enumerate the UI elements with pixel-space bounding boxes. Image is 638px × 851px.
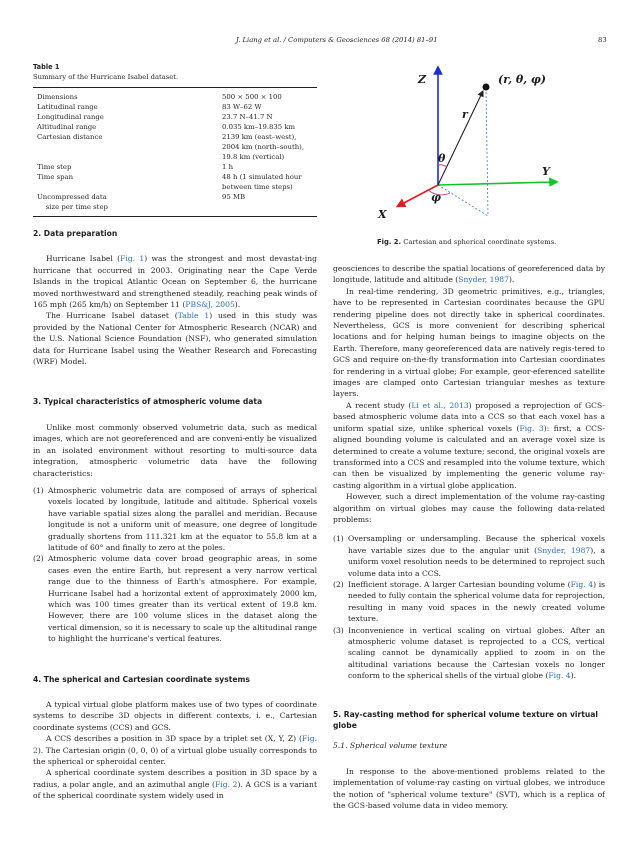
page-number: 83 (598, 36, 607, 44)
citation-link[interactable]: Snyder, 1987 (537, 545, 591, 555)
right-column (333, 263, 605, 811)
list-item (333, 533, 605, 579)
list-item-text: Oversampling or undersampling. Because the spherical voxels have variable sizes due to the angular unit (Snyder, 1987), a uniform voxel resolution needs to be determined to reproject such volume data into a CCS. (348, 534, 606, 578)
running-header (0, 36, 638, 48)
table-cell-key: Dimensions (37, 93, 78, 101)
table-cell-value: 48 h (1 simulated hour (222, 173, 302, 181)
right-paragraph-3: A recent study (Li et al., 2013) proposed a reprojection of GCS-based atmospheric volume data into a CCS so that each voxel has a uniform spatial size, unlike spherical voxels (Fig. 3): first, a CCS-aligned bounding volume is calculated and an average voxel size is determined to create a volume texture; second, the original voxels are transformed into a CCS and resampled into the volume texture, which can then be visualized by implementing the generic volume ray-casting algorithm in a virtual globe application. (333, 400, 606, 490)
table-cell-value: 83 W–62 W (222, 103, 262, 111)
table-cell-value: between time steps) (222, 183, 293, 191)
citation-link[interactable]: Fig. 4 (548, 671, 571, 681)
table-row (33, 192, 317, 202)
table-cell-value: 1 h (222, 163, 234, 171)
theta-label: θ (438, 152, 446, 165)
table-cell-value: 2004 km (north–south), (222, 143, 305, 151)
left-column (33, 228, 317, 802)
theta-arc (438, 165, 447, 167)
right-paragraph-4: However, such a direct implementation of the volume ray-casting algorithm on virtual globes may cause the following data-related problems: (333, 492, 605, 524)
fig3-link[interactable]: Fig. 3 (519, 423, 544, 433)
table-caption: Summary of the Hurricane Isabel dataset. (33, 73, 179, 81)
citation-link[interactable]: Fig. 4 (570, 579, 594, 589)
table-cell-key: Longitudinal range (37, 113, 104, 121)
list-item (33, 485, 317, 553)
sec5-paragraph-1: In response to the above-mentioned problems related to the implementation of volume-ray casting on virtual globes, we introduce the notion of "spherical volume texture" (SVT), which is a replica of the GCS-based volume data in video memory. (333, 766, 605, 811)
list-item-number: (1) (333, 534, 344, 544)
list-item (333, 625, 605, 682)
figure-caption-text: Cartesian and spherical coordinate systems. (401, 238, 557, 246)
y-axis (438, 182, 554, 185)
right-paragraph-1: geosciences to describe the spatial locations of georeferenced data by longitude, latitude and altitude (Snyder, 1987). (333, 264, 605, 285)
table-cell-key: Time step (37, 163, 72, 171)
section-4-heading: 4. The spherical and Cartesian coordinate systems (33, 674, 250, 684)
table-cell-key: Altitudinal range (37, 123, 97, 131)
table-row (33, 152, 317, 162)
table-row (33, 202, 317, 212)
figure-2-coordinate-diagram (370, 58, 570, 228)
z-axis-label: Z (418, 73, 427, 86)
list-item-text: Inconvenience in vertical scaling on virtual globes. After an atmospheric volume dataset is reprojected to a CCS, vertical scaling cannot be dynamically applied to zoom in on the altitudinal variations because the Cartesian voxels no longer conform to the spherical shells of the virtual globe (Fig. 4). (348, 625, 605, 681)
list-item-text: Atmospheric volume data cover broad geographic areas, in some cases even the entire Earth, but represent a very narrow vertical range due to the thinness of Earth's atmosphere. For example, Hurricane Isabel had a horizontal extent of approximately 2000 km, which was 100 times greater than its vertical extent of 19.8 km. However, there are 100 volume slices in the dataset along the vertical dimension, so it is necessary to scale up the altitudinal range to highlight the hurricane's vertical features. (48, 554, 317, 644)
x-axis-label: X (378, 208, 387, 221)
table-cell-key: size per time step (37, 203, 108, 211)
table-row (33, 182, 317, 192)
figure-2-caption (377, 238, 556, 246)
table-bottom-rule (33, 216, 317, 217)
list-item-text: Atmospheric volumetric data are composed of arrays of spherical voxels located by longitude, latitude and altitude. Spherical voxels have variable spatial sizes along the parallel and meridian. Because longitude is not a uniform unit of measure, one degree of longitude gradually shortens from 111.321 km at the equator to 55.8 km at a latitude of 60° and finally to zero at the poles. (48, 485, 317, 552)
table-cell-value: 500 × 500 × 100 (222, 93, 282, 101)
table-label: Table 1 (33, 63, 60, 71)
table1-link[interactable]: Table 1 (177, 311, 210, 321)
table-row (33, 102, 317, 112)
problems-list (333, 533, 605, 681)
li-citation-link[interactable]: Li et al., 2013 (411, 400, 469, 410)
pbsj-citation-link[interactable]: PBS&J, 2005 (185, 300, 235, 310)
sec3-characteristics-list (33, 485, 317, 645)
right-paragraph-2: In real-time rendering, 3D geometric primitives, e.g., triangles, have to be represented in Cartesian coordinates because the GPU rendering pipeline does not directly take in spherical coordinates. Nevertheless, GCS is more convenient for describing spherical locations and for helping human beings to imagine objects on the Earth. Therefore, many georeferenced data are natively regis-tered to GCS and require on-the-fly transformation into Cartesian coordinates for rendering in a virtual globe; For example, geor-eferenced satellite images are clamped onto Cartesian triangular meshes as texture layers. (333, 286, 605, 399)
table-top-rule (33, 87, 317, 88)
table-cell-key: Cartesian distance (37, 133, 103, 141)
table-row (33, 162, 317, 172)
sec4-paragraph-1: A typical virtual globe platform makes use of two types of coordinate systems to describe 3D objects in different contexts, i. e., Cartesian coordinate systems (CCS) and GCS. (33, 700, 317, 732)
sec2-paragraph-2: The Hurricane Isabel dataset (Table 1) used in this study was provided by the National Center for Atmospheric Research (NCAR) and the U.S. National Science Foundation (NSF), who generated simulation data for Hurricane Isabel using the Weather Research and Forecasting (WRF) Model. (33, 311, 317, 367)
table-row (33, 112, 317, 122)
table-row (33, 132, 317, 142)
radius-line (438, 93, 482, 185)
section-2-heading: 2. Data preparation (33, 229, 118, 238)
list-item (33, 553, 317, 644)
table-row (33, 172, 317, 182)
table-cell-value: 0.035 km–19.835 km (222, 123, 296, 131)
table-cell-key (33, 142, 222, 152)
table-1 (33, 62, 317, 217)
table-cell-key (33, 182, 222, 192)
table-cell-key (33, 152, 222, 162)
fig1-link[interactable]: Fig. 1 (120, 254, 145, 264)
table-cell-value: 19.8 km (vertical) (222, 153, 285, 161)
table-cell-key: Uncompressed data (37, 193, 107, 201)
fig2-link[interactable]: Fig. 2 (33, 734, 317, 755)
table-row (33, 142, 317, 152)
table-cell-value: 2139 km (east–west), (222, 133, 297, 141)
list-item-number: (2) (333, 579, 344, 589)
table-row (33, 92, 317, 102)
table-cell-key: Latitudinal range (37, 103, 98, 111)
list-item (333, 579, 605, 625)
projection-guide-line (438, 185, 488, 216)
list-item-number: (3) (333, 625, 344, 635)
table-cell-value (222, 202, 317, 212)
y-axis-label: Y (542, 165, 550, 178)
table-cell-value: 23.7 N–41.7 N (222, 113, 273, 121)
section-5-heading: 5. Ray-casting method for spherical volume texture on virtual globe (333, 709, 599, 731)
vertical-guide-line (486, 88, 488, 216)
sec2-paragraph-1: Hurricane Isabel (Fig. 1) was the strongest and most devastat-ing hurricane that occurred in 2003. Originating near the Cape Verde Islands in the tropical Atlantic Ocean on September 6, the hurricane moved northwestward and strengthened steadily, reaching peak winds of 165 mph (265 km/h) on September 11 (PBS&J, 2005). (33, 254, 317, 310)
phi-label: φ (431, 191, 441, 204)
point-marker (483, 84, 490, 91)
snyder-citation-link[interactable]: Snyder, 1987 (458, 275, 509, 285)
section-5-1-heading: 5.1. Spherical volume texture (333, 741, 448, 751)
sec4-paragraph-3: A spherical coordinate system describes a position in 3D space by a radius, a polar angle, and an azimuthal angle (Fig. 2). A GCS is a variant of the spherical coordinate system widely used in (33, 768, 318, 801)
list-item-number: (1) (33, 485, 44, 495)
list-item-number: (2) (33, 554, 44, 564)
fig2-link[interactable]: Fig. 2 (215, 779, 238, 789)
table-body (33, 92, 317, 212)
section-3-heading: 3. Typical characteristics of atmospheric volume data (33, 397, 263, 407)
point-coordinate-label: (r, θ, φ) (498, 73, 547, 86)
journal-citation: J. Liang et al. / Computers & Geosciences 68 (2014) 81–91 (236, 36, 438, 44)
sec3-paragraph-1: Unlike most commonly observed volumetric data, such as medical images, which are not georeferenced and are conveni-ently be visualized in an isolated environment without resorting to multi-source data integration, atmospheric volumetric data have the following characteristics: (33, 422, 317, 478)
sec4-paragraph-2: A CCS describes a position in 3D space by a triplet set (X, Y, Z) (Fig. 2). The Cartesian origin (0, 0, 0) of a virtual globe usually corresponds to the spherical or spheroidal center. (33, 734, 317, 767)
radius-label: r (462, 108, 468, 121)
figure-label: Fig. 2. (377, 238, 402, 246)
table-cell-value: 95 MB (222, 193, 246, 201)
table-row (33, 122, 317, 132)
list-item-text: Inefficient storage. A larger Cartesian bounding volume (Fig. 4) is needed to fully contain the spherical volume data for reprojection, resulting in many void spaces in the newly created volume texture. (348, 579, 606, 624)
table-cell-key: Time span (37, 173, 74, 181)
